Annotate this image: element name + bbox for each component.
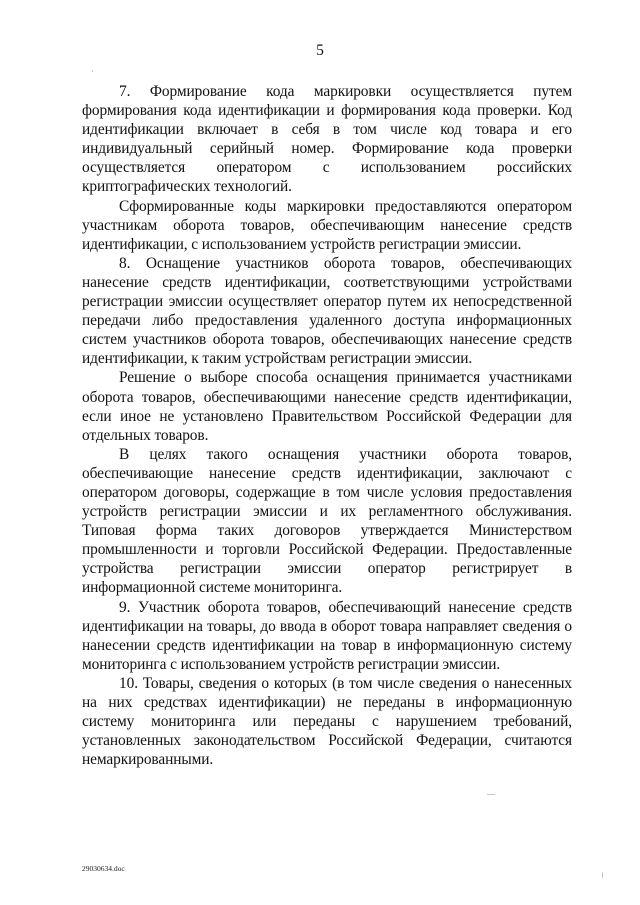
paragraph-7: 7. Формирование кода маркировки осуществляется путем формирования кода идентификации и формирования кода проверки. Код идентификации включает в себя в том числе код товара и его индивидуальный серийный номер. Формирование кода проверки осуществляется оператором с использованием российских криптографических технологий. [82,83,572,196]
paragraph-8-decision: Решение о выборе способа оснащения принимается участниками оборота товаров, обеспечивающими нанесение средств идентификации, если иное не установлено Правительством Российской Федерации для отдельных товаров. [82,369,572,444]
paragraph-8: 8. Оснащение участников оборота товаров, обеспечивающих нанесение средств идентификации, соответствующими устройствами регистрации эмиссии осуществляет оператор путем их непосредственной передачи либо предоставления удаленного доступа информационных систем участников оборота товаров, обеспечивающих нанесение средств идентификации, к таким устройствам регистрации эмиссии. [82,254,572,368]
footer-file-name: 29030634.doc [82,864,125,873]
scan-speck [602,872,603,878]
page-number: 5 [316,42,324,59]
paragraph-9: 9. Участник оборота товаров, обеспечивающий нанесение средств идентификации на товары, до ввода в оборот товара направляет сведения о нанесении средств идентификации на товар в информационную систему мониторинга с использованием устройств регистрации эмиссии. [82,598,572,673]
paragraph-7-continuation: Сформированные коды маркировки предоставляются оператором участникам оборота товаров, обеспечивающим нанесение средств идентификации, с использованием устройств регистрации эмиссии. [82,197,572,253]
scan-speck [487,794,495,795]
paragraph-8-contracts: В целях такого оснащения участники оборота товаров, обеспечивающие нанесение средств идентификации, заключают с оператором договоры, содержащие в том числе условия предоставления устройств регистрации эмиссии и их регламентного обслуживания. Типовая форма таких договоров утверждается Министерством промышленности и торговли Российской Федерации. Предоставленные устройства регистрации эмиссии оператор регистрирует в информационной системе мониторинга. [82,445,572,597]
scan-speck [92,70,93,72]
paragraph-10: 10. Товары, сведения о которых (в том числе сведения о нанесенных на них средствах идентификации) не переданы в информационную систему мониторинга или переданы с нарушением требований, установленных законодательством Российской Федерации, считаются немаркированными. [82,674,572,769]
document-body [82,82,572,769]
